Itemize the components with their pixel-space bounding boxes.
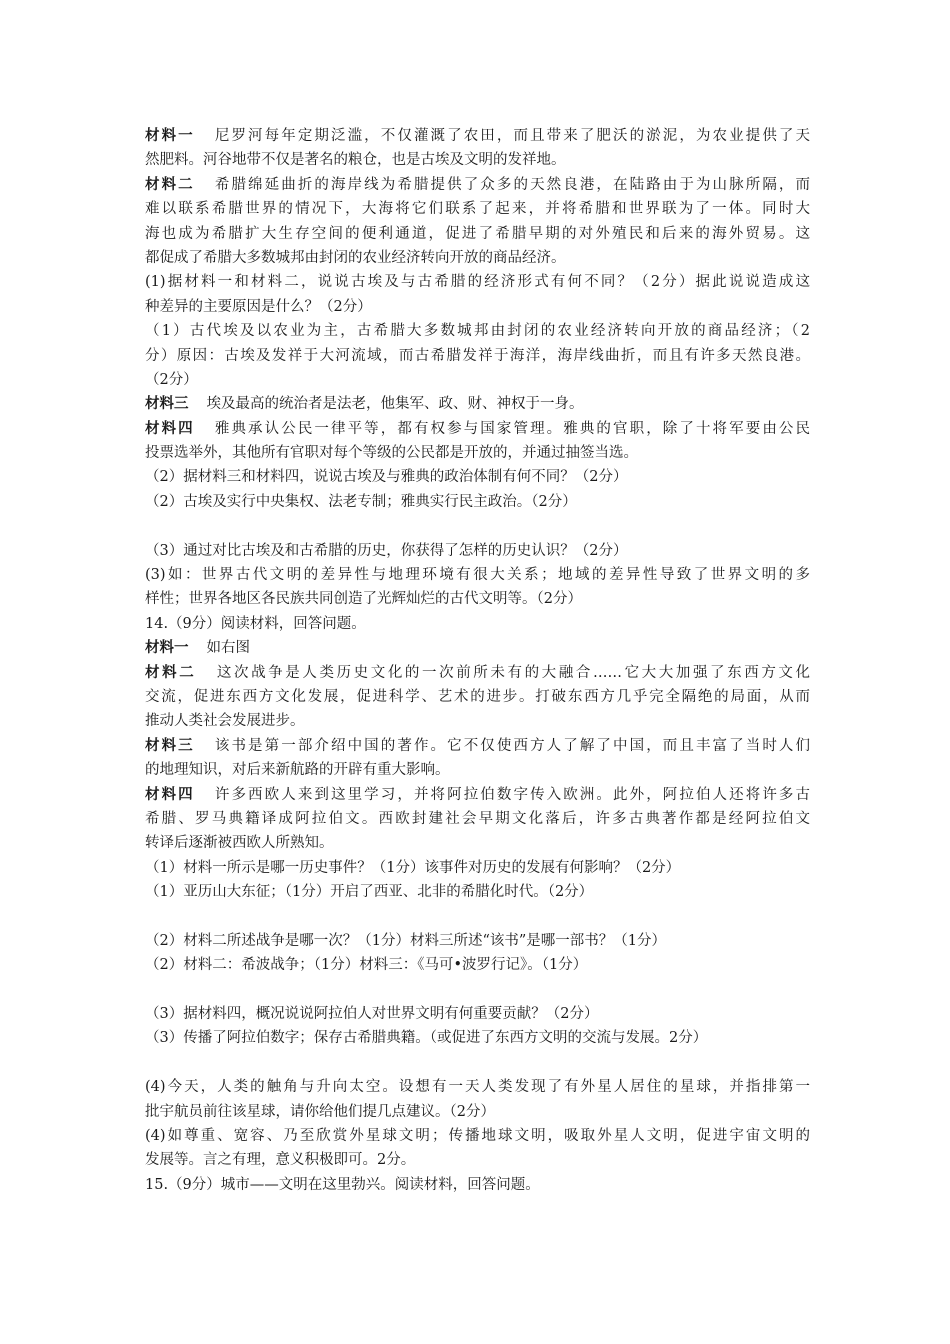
text-line — [145, 709, 810, 733]
text-line — [145, 734, 810, 758]
line-text: 希腊、罗马典籍译成阿拉伯文。西欧封建社会早期文化落后，许多古典著作都是经阿拉伯文 — [145, 810, 810, 827]
text-line — [145, 368, 810, 392]
text-line — [145, 1100, 810, 1124]
text-line — [145, 661, 810, 685]
line-text: （2分） — [145, 371, 198, 388]
document-page — [145, 124, 810, 1197]
line-text: 批宇航员前往该星球，请你给他们提几点建议。（2分） — [145, 1103, 495, 1120]
blank-line — [145, 514, 810, 538]
line-text: (4)如尊重、宽容、乃至欣赏外星球文明；传播地球文明，吸取外星人文明，促进宇宙文明的 — [145, 1128, 810, 1145]
text-line — [145, 783, 810, 807]
text-line — [145, 563, 810, 587]
line-text: 这次战争是人类历史文化的一次前所未有的大融合……它大大加强了东西方文化 — [214, 664, 810, 681]
text-line — [145, 295, 810, 319]
line-text: 种差异的主要原因是什么？（2分） — [145, 298, 372, 315]
line-text: （2）材料二：希波战争；（1分）材料三：《马可•波罗行记》。（1分） — [145, 957, 588, 974]
line-text: 的地理知识，对后来新航路的开辟有重大影响。 — [145, 762, 450, 779]
text-line — [145, 441, 810, 465]
material-label: 材料三 — [145, 395, 189, 413]
text-line — [145, 807, 810, 831]
text-line — [145, 417, 810, 441]
line-text: 海也成为希腊扩大生存空间的便利通道，促进了希腊早期的对外殖民和后来的海外贸易。这 — [145, 225, 810, 242]
material-label: 材料一 — [145, 127, 195, 144]
text-line — [145, 246, 810, 270]
text-line — [145, 636, 810, 660]
text-line — [145, 685, 810, 709]
text-line — [145, 1026, 810, 1050]
blank-line — [145, 905, 810, 929]
text-line — [145, 929, 810, 953]
line-text: 许多西欧人来到这里学习，并将阿拉伯数字传入欧洲。此外，阿拉伯人还将许多古 — [212, 786, 810, 803]
line-text: 分）原因：古埃及发祥于大河流域，而古希腊发祥于海洋，海岸线曲折，而且有许多天然良港。 — [145, 347, 810, 364]
line-text: (1)据材料一和材料二，说说古埃及与古希腊的经济形式有何不同？（2分）据此说说造成这 — [145, 274, 810, 291]
text-line — [145, 953, 810, 977]
material-label: 材料一 — [145, 639, 189, 657]
line-text: 尼罗河每年定期泛滥，不仅灌溉了农田，而且带来了肥沃的淤泥，为农业提供了天 — [212, 128, 810, 144]
material-label: 材料二 — [145, 175, 195, 193]
text-line — [145, 222, 810, 246]
line-text: 希腊绵延曲折的海岸线为希腊提供了众多的天然良港，在陆路由于为山脉所隔，而 — [212, 176, 810, 193]
material-label: 材料四 — [145, 785, 195, 803]
line-text: 推动人类社会发展进步。 — [145, 713, 305, 730]
material-label: 材料三 — [145, 736, 195, 754]
text-line — [145, 148, 810, 172]
text-line — [145, 587, 810, 611]
blank-line — [145, 978, 810, 1002]
line-text: （3）传播了阿拉伯数字；保存古希腊典籍。（或促进了东西方文明的交流与发展。2分） — [145, 1030, 708, 1047]
text-line — [145, 539, 810, 563]
text-line — [145, 124, 810, 148]
text-line — [145, 270, 810, 294]
text-line — [145, 173, 810, 197]
text-line — [145, 392, 810, 416]
line-text: （1）古代埃及以农业为主，古希腊大多数城邦由封闭的农业经济转向开放的商品经济；（2 — [145, 323, 810, 340]
text-line — [145, 1173, 810, 1197]
text-line — [145, 490, 810, 514]
line-text: （2）材料二所述战争是哪一次？（1分）材料三所述“该书”是哪一部书？（1分） — [145, 932, 666, 949]
line-text: (3)如：世界古代文明的差异性与地理环境有很大关系；地域的差异性导致了世界文明的多 — [145, 567, 810, 584]
line-text: 埃及最高的统治者是法老，他集军、政、财、神权于一身。 — [206, 396, 584, 413]
line-text: （2）古埃及实行中央集权、法老专制；雅典实行民主政治。（2分） — [145, 493, 577, 510]
line-text: 14.（9分）阅读材料，回答问题。 — [145, 615, 366, 632]
line-text: 雅典承认公民一律平等，都有权参与国家管理。雅典的官职，除了十将军要由公民 — [212, 420, 810, 437]
line-text: 都促成了希腊大多数城邦由封闭的农业经济转向开放的商品经济。 — [145, 249, 566, 266]
line-text: 难以联系希腊世界的情况下，大海将它们联系了起来，并将希腊和世界联为了一体。同时大 — [145, 201, 810, 218]
text-line — [145, 344, 810, 368]
text-line — [145, 1148, 810, 1172]
line-text: 然肥料。河谷地带不仅是著名的粮仓，也是古埃及文明的发祥地。 — [145, 152, 566, 169]
text-line — [145, 612, 810, 636]
text-line — [145, 465, 810, 489]
text-line — [145, 831, 810, 855]
line-text: 15.（9分）城市——文明在这里勃兴。阅读材料，回答问题。 — [145, 1176, 540, 1193]
material-label: 材料二 — [145, 663, 197, 681]
text-line — [145, 1002, 810, 1026]
line-text: （3）通过对比古埃及和古希腊的历史，你获得了怎样的历史认识？（2分） — [145, 542, 628, 559]
line-text: 投票选举外，其他所有官职对每个等级的公民都是开放的，并通过抽签当选。 — [145, 445, 638, 462]
line-text: （1）亚历山大东征；（1分）开启了西亚、北非的希腊化时代。（2分） — [145, 884, 594, 901]
line-text: （1）材料一所示是哪一历史事件？（1分）该事件对历史的发展有何影响？（2分） — [145, 859, 681, 876]
text-line — [145, 319, 810, 343]
line-text: 转译后逐渐被西欧人所熟知。 — [145, 835, 334, 852]
text-line — [145, 1075, 810, 1099]
text-line — [145, 1124, 810, 1148]
line-text: 该书是第一部介绍中国的著作。它不仅使西方人了解了中国，而且丰富了当时人们 — [212, 737, 810, 754]
text-line — [145, 197, 810, 221]
text-line — [145, 856, 810, 880]
material-label: 材料四 — [145, 419, 195, 437]
line-text: 如右图 — [206, 640, 250, 657]
text-line — [145, 880, 810, 904]
blank-line — [145, 1051, 810, 1075]
line-text: 交流，促进东西方文化发展，促进科学、艺术的进步。打破东西方几乎完全隔绝的局面，从而 — [145, 688, 810, 705]
line-text: 样性；世界各地区各民族共同创造了光辉灿烂的古代文明等。（2分） — [145, 591, 582, 608]
line-text: 发展等。言之有理，意义积极即可。2分。 — [145, 1152, 416, 1169]
line-text: (4)今天，人类的触角与升向太空。设想有一天人类发现了有外星人居住的星球，并指排第一 — [145, 1079, 810, 1096]
line-text: （3）据材料四，概况说说阿拉伯人对世界文明有何重要贡献？（2分） — [145, 1006, 599, 1023]
line-text: （2）据材料三和材料四，说说古埃及与雅典的政治体制有何不同？（2分） — [145, 469, 628, 486]
text-line — [145, 758, 810, 782]
